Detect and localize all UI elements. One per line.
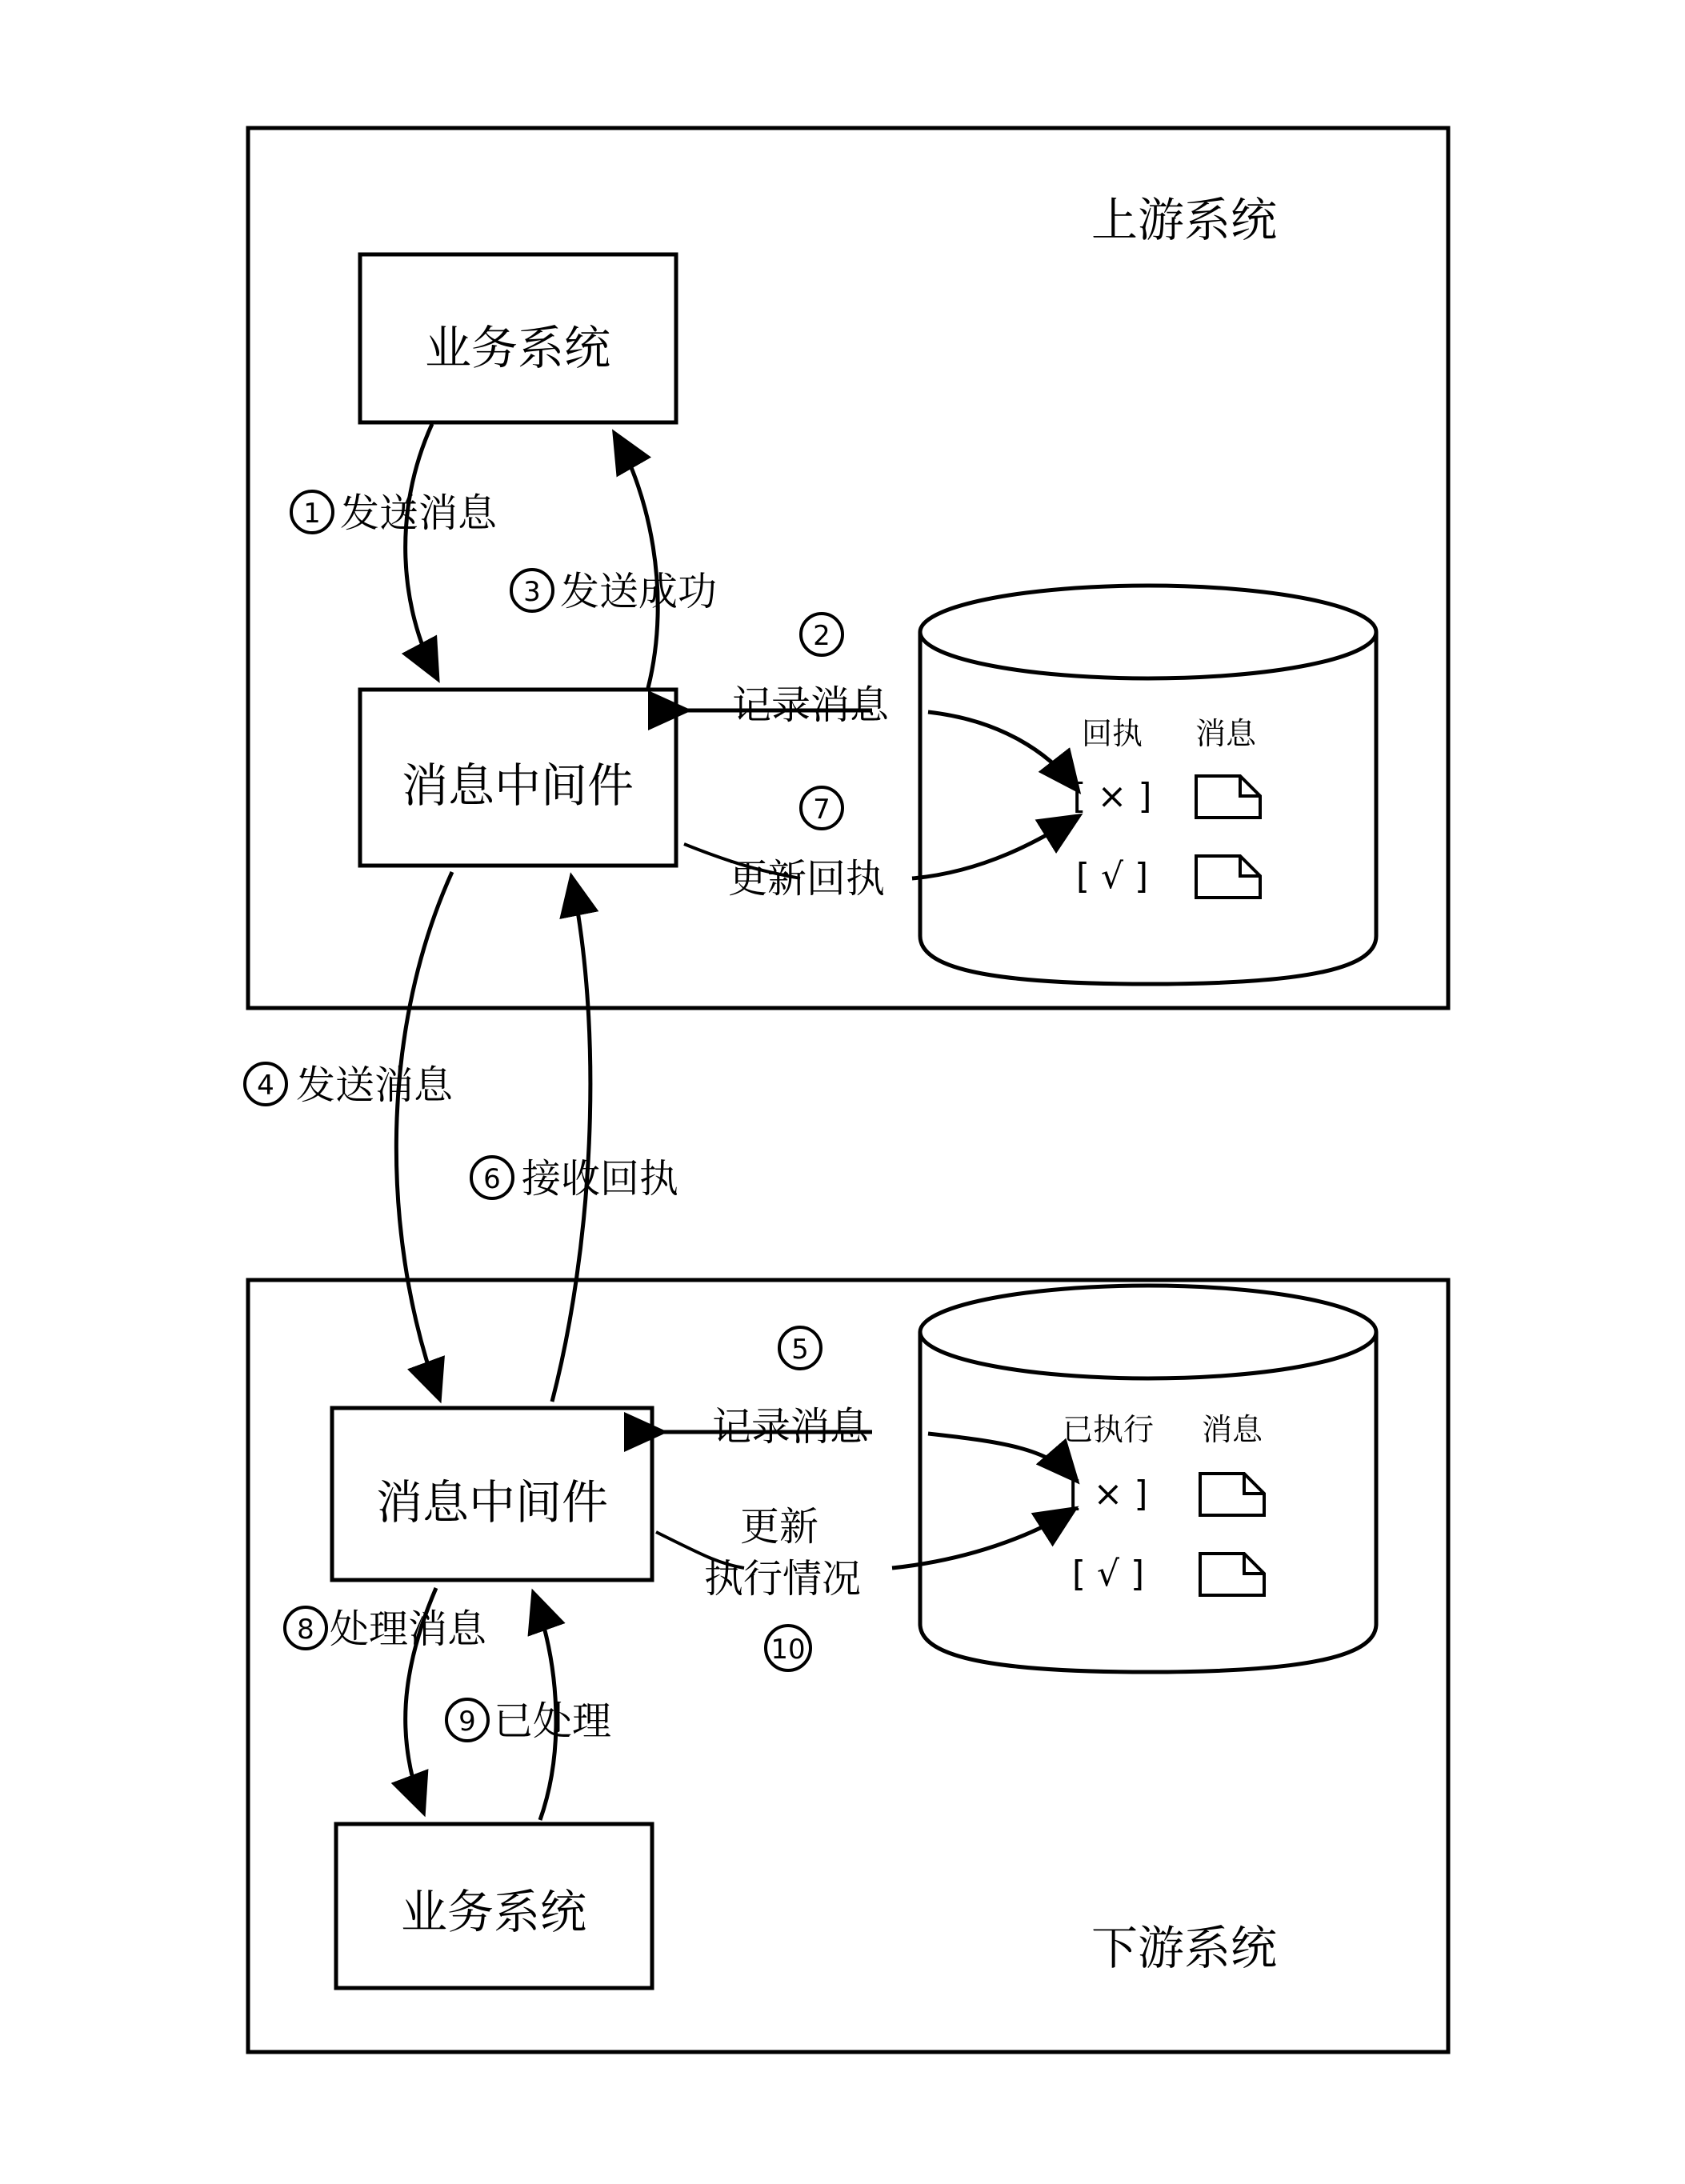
step-6-badge: [471, 1157, 513, 1198]
up-db-col-message: 消息: [1195, 716, 1257, 751]
step-10-label-line1: 更新: [740, 1504, 819, 1550]
up-db-row1-document-icon: [1196, 776, 1260, 818]
upstream-zone-label: 上游系统: [1091, 193, 1278, 247]
step-7-number: 7: [813, 794, 830, 826]
down-db-col-executed: 已执行: [1062, 1412, 1155, 1447]
arrow-step-3: [616, 436, 658, 688]
down-db-row1-status: [ × ]: [1068, 1474, 1148, 1514]
step-8-badge: [285, 1607, 326, 1649]
step-6-number: 6: [483, 1163, 501, 1195]
step-8-number: 8: [297, 1614, 314, 1646]
arrow-step-6: [552, 880, 590, 1402]
node-up-mq-label: 消息中间件: [401, 758, 634, 813]
arrow-step-2-right: [928, 712, 1076, 788]
down-db-row2-status: [ √ ]: [1071, 1554, 1145, 1594]
step-3-number: 3: [523, 576, 541, 608]
step-7-label: 更新回执: [728, 856, 886, 902]
step-3-badge: [511, 570, 553, 611]
step-4-label: 发送消息: [296, 1062, 454, 1108]
step-5-label: 记录消息: [712, 1404, 870, 1450]
step-2-badge: [801, 614, 842, 655]
step-1-badge: [291, 491, 333, 533]
arrow-step-7-right: [912, 818, 1076, 878]
node-down-mq-label: 消息中间件: [375, 1475, 609, 1530]
downstream-zone-label: 下游系统: [1091, 1921, 1278, 1975]
down-db-row2-document-icon: [1200, 1554, 1264, 1595]
node-down-business-label: 业务系统: [400, 1885, 587, 1939]
up-db-row2-document-icon: [1196, 856, 1260, 898]
arrow-step-1: [406, 424, 436, 676]
step-6-label: 接收回执: [522, 1156, 679, 1202]
step-4-number: 4: [257, 1070, 274, 1102]
step-9-label: 已处理: [494, 1698, 612, 1744]
step-10-label-line2: 执行情况: [704, 1556, 862, 1602]
step-1-label: 发送消息: [340, 490, 498, 536]
arrow-step-4: [396, 872, 452, 1396]
step-5-number: 5: [791, 1334, 809, 1366]
step-8-label: 处理消息: [330, 1606, 487, 1652]
up-db-col-receipt: 回执: [1081, 716, 1143, 751]
step-10-badge: [766, 1626, 810, 1670]
arrow-step-5-right: [928, 1434, 1075, 1478]
step-9-badge: [446, 1699, 488, 1741]
down-db-row1-document-icon: [1200, 1474, 1264, 1515]
step-4-badge: [245, 1063, 286, 1105]
step-5-badge: [779, 1327, 821, 1369]
step-10-number: 10: [770, 1634, 806, 1666]
up-db-row2-status: [ √ ]: [1075, 856, 1149, 897]
down-db-col-message: 消息: [1201, 1412, 1263, 1447]
down-database: [920, 1286, 1376, 1672]
step-1-number: 1: [303, 498, 321, 530]
step-2-label: 记录消息: [732, 682, 890, 728]
up-db-row1-status: [ × ]: [1072, 776, 1152, 817]
step-2-number: 2: [813, 620, 830, 652]
node-up-business-label: 业务系统: [424, 321, 611, 375]
step-9-number: 9: [458, 1706, 476, 1738]
step-7-badge: [801, 787, 842, 829]
step-3-label: 发送成功: [560, 569, 718, 614]
